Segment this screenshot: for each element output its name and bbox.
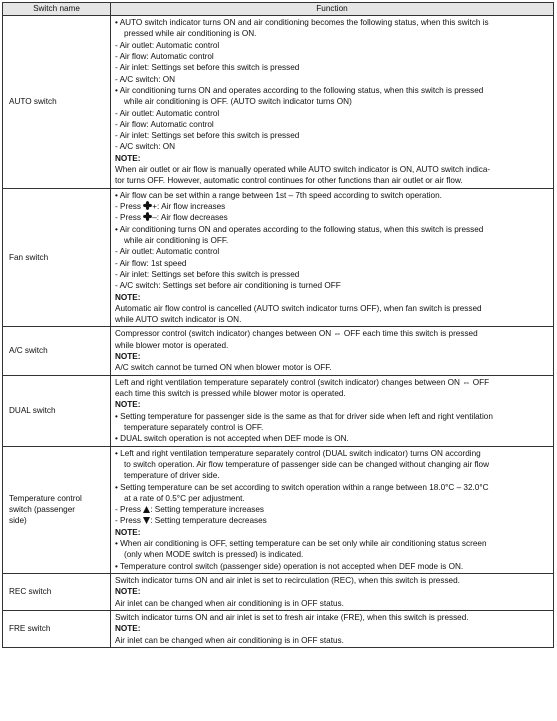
- dash-item: - Air inlet: Settings set before this switch is pressed: [115, 131, 300, 141]
- function-text: [115, 575, 549, 586]
- press-label: Press: [120, 202, 144, 211]
- line-text: AUTO switch indicator turns ON and air conditioning becomes the following status, when this switch is: [119, 18, 489, 27]
- line-text: each time this switch is pressed while blower motor is operated.: [115, 389, 346, 398]
- bullet-item: • Air conditioning turns ON and operates according to the following status, when this switch is pressed: [115, 224, 484, 234]
- line-text: A/C switch cannot be turned ON when blower motor is OFF.: [115, 363, 332, 373]
- bullet-item: • When air conditioning is OFF, setting temperature can be set only while air conditioning status screen: [115, 539, 487, 549]
- switch-name: Fan switch: [9, 252, 49, 262]
- line-text: tor turns OFF. However, automatic control continues for other functions than air outlet or air flow.: [115, 176, 463, 186]
- function-text: [115, 598, 549, 609]
- bullet-continuation: [115, 493, 549, 504]
- dash-item: - Air outlet: Automatic control: [115, 40, 220, 50]
- dash-item: - Air inlet: Settings set before this switch is pressed: [115, 269, 300, 279]
- press-label: Press: [120, 516, 144, 526]
- note-label: NOTE:: [115, 292, 141, 302]
- bullet-continuation: [115, 470, 549, 481]
- dash-item: - Press : Setting temperature increases: [115, 505, 265, 515]
- function-text: [115, 164, 549, 175]
- function-text: [115, 635, 549, 646]
- bullet-continuation: [115, 96, 549, 107]
- line-text: while air conditioning is OFF. (AUTO switch indicator turns ON): [124, 97, 352, 107]
- table-row: [3, 188, 554, 327]
- line-text: A/C switch: ON: [119, 74, 176, 84]
- line-text: A/C switch: Settings set before air conditioning is turned OFF: [119, 281, 341, 291]
- note-label: NOTE:: [115, 527, 141, 537]
- line-text: Temperature control switch (passenger side) operation is not accepted when DEF mode is ON.: [120, 561, 464, 571]
- table-row: [3, 446, 554, 573]
- switch-name: FRE switch: [9, 624, 51, 634]
- bullet-continuation: [115, 235, 549, 246]
- line-text: at a rate of 0.5°C per adjustment.: [124, 493, 245, 503]
- fan-icon: [143, 201, 152, 210]
- line-text: Air inlet: Settings set before this switch is pressed: [119, 269, 300, 279]
- line-text: Air inlet: Settings set before this switch is pressed: [119, 131, 300, 141]
- bullet-continuation: [115, 459, 549, 470]
- line-text: : Setting temperature decreases: [150, 516, 267, 526]
- line-text: Air conditioning turns ON and operates according to the following status, when this switch is pressed: [119, 85, 484, 95]
- table-row: [3, 16, 554, 189]
- table-row: [3, 610, 554, 647]
- header-function: Function: [111, 3, 554, 16]
- function-text: [115, 328, 549, 339]
- press-label: Press: [120, 213, 144, 223]
- line-text: Switch indicator turns ON and air inlet is set to recirculation (REC), when this switch is pressed.: [115, 576, 460, 585]
- line-text: When air outlet or air flow is manually operated while AUTO switch indicator is ON, AUTO switch indica-: [115, 165, 491, 175]
- note-label: NOTE:: [115, 587, 141, 597]
- switch-name: switch (passenger: [9, 505, 75, 515]
- dash-item: - Air inlet: Settings set before this switch is pressed: [115, 63, 300, 73]
- line-text: Air inlet can be changed when air conditioning is in OFF status.: [115, 635, 344, 645]
- line-text: Automatic air flow control is cancelled (AUTO switch indicator turns OFF), when fan switch is pressed: [115, 303, 482, 313]
- function-cell: [111, 188, 554, 327]
- line-text: while AUTO switch indicator is ON.: [115, 315, 242, 325]
- switch-name: Temperature control: [9, 493, 82, 503]
- line-text: Air outlet: Automatic control: [119, 247, 220, 257]
- line-text: while air conditioning is OFF.: [124, 235, 229, 245]
- switch-name: REC switch: [9, 587, 52, 597]
- table-row: [3, 574, 554, 611]
- header-switch-name: Switch name: [3, 3, 111, 16]
- bullet-item: • AUTO switch indicator turns ON and air conditioning becomes the following status, when this switch is: [115, 18, 489, 27]
- line-text: Air conditioning turns ON and operates according to the following status, when this switch is pressed: [119, 224, 484, 234]
- function-cell: [111, 610, 554, 647]
- fan-icon: [143, 212, 152, 221]
- line-text: while blower motor is operated.: [115, 340, 229, 350]
- bullet-continuation: [115, 549, 549, 560]
- dash-item: - Press : Setting temperature decreases: [115, 516, 267, 526]
- table-row: [3, 375, 554, 446]
- line-text: Left and right ventilation temperature separately control (DUAL switch indicator) turns ON according: [120, 448, 481, 458]
- dash-item: - Air flow: Automatic control: [115, 119, 214, 129]
- switch-name: A/C switch: [9, 346, 48, 356]
- line-text: Air outlet: Automatic control: [119, 40, 220, 50]
- function-cell: [111, 574, 554, 611]
- bullet-item: • Setting temperature for passenger side is the same as that for driver side when left and right ventilation: [115, 411, 493, 421]
- line-text: Setting temperature for passenger side is the same as that for driver side when left and right ventilation: [120, 411, 493, 421]
- note-label: NOTE:: [115, 352, 141, 362]
- line-text: pressed while air conditioning is ON.: [124, 29, 257, 39]
- dash-item: - Press –: Air flow decreases: [115, 213, 228, 223]
- line-text: Compressor control (switch indicator) changes between ON ⇔ OFF each time this switch is pressed: [115, 329, 478, 339]
- switch-function-table: [2, 2, 554, 648]
- function-cell: [111, 16, 554, 189]
- line-text: A/C switch: ON: [119, 142, 176, 152]
- bullet-item: • DUAL switch operation is not accepted when DEF mode is ON.: [115, 434, 349, 444]
- function-cell: [111, 327, 554, 375]
- dash-item: - Air flow: 1st speed: [115, 258, 187, 268]
- bullet-item: • Temperature control switch (passenger side) operation is not accepted when DEF mode is ON.: [115, 561, 464, 571]
- switch-name-cell: [3, 16, 111, 189]
- bullet-item: • Air conditioning turns ON and operates according to the following status, when this switch is pressed: [115, 85, 484, 95]
- note-label: NOTE:: [115, 400, 141, 410]
- table-header-row: [3, 3, 554, 16]
- dash-item: - Air outlet: Automatic control: [115, 108, 220, 118]
- function-text: [115, 314, 549, 325]
- function-text: [115, 175, 549, 186]
- function-text: [115, 362, 549, 373]
- function-text: [115, 388, 549, 399]
- dash-item: - Air flow: Automatic control: [115, 51, 214, 61]
- dash-item: - A/C switch: Settings set before air conditioning is turned OFF: [115, 281, 341, 291]
- switch-name-cell: [3, 327, 111, 375]
- line-text: Switch indicator turns ON and air inlet is set to fresh air intake (FRE), when this switch is pressed.: [115, 612, 469, 622]
- function-text: [115, 377, 549, 388]
- line-text: DUAL switch operation is not accepted when DEF mode is ON.: [120, 434, 349, 444]
- table-body: [3, 16, 554, 648]
- note-label: NOTE:: [115, 153, 141, 163]
- line-text: Air inlet: Settings set before this switch is pressed: [119, 63, 300, 73]
- bullet-continuation: [115, 28, 549, 39]
- line-text: Air flow: 1st speed: [119, 258, 187, 268]
- line-text: Setting temperature can be set according to switch operation within a range between 18.0°C – 32.0°C: [120, 482, 489, 492]
- line-text: Air flow: Automatic control: [119, 51, 214, 61]
- line-text: temperature of driver side.: [124, 471, 220, 481]
- switch-name-cell: [3, 574, 111, 611]
- press-label: Press: [120, 505, 144, 515]
- switch-name-cell: [3, 446, 111, 573]
- note-label: NOTE:: [115, 624, 141, 634]
- function-text: [115, 303, 549, 314]
- line-text: : Setting temperature increases: [150, 505, 265, 515]
- line-text: +: Air flow increases: [152, 202, 226, 211]
- dash-item: - Air outlet: Automatic control: [115, 247, 220, 257]
- line-text: When air conditioning is OFF, setting temperature can be set only while air conditioning status screen: [120, 539, 487, 549]
- line-text: –: Air flow decreases: [152, 213, 228, 223]
- switch-name-cell: [3, 375, 111, 446]
- bullet-continuation: [115, 422, 549, 433]
- dash-item: - Press +: Air flow increases: [115, 202, 226, 211]
- line-text: (only when MODE switch is pressed) is indicated.: [124, 550, 304, 560]
- bullet-item: • Setting temperature can be set according to switch operation within a range between 18.0°C – 32.0°C: [115, 482, 489, 492]
- line-text: Air flow: Automatic control: [119, 119, 214, 129]
- switch-name-cell: [3, 188, 111, 327]
- switch-name: DUAL switch: [9, 405, 56, 415]
- function-cell: [111, 446, 554, 573]
- line-text: temperature separately control is OFF.: [124, 422, 264, 432]
- switch-name: side): [9, 516, 27, 526]
- function-text: [115, 340, 549, 351]
- line-text: to switch operation. Air flow temperature of passenger side can be changed without changing air flow: [124, 459, 490, 469]
- dash-item: - A/C switch: ON: [115, 74, 176, 84]
- line-text: Left and right ventilation temperature separately control (switch indicator) changes between ON ⇔ OFF: [115, 377, 490, 387]
- switch-name-cell: [3, 610, 111, 647]
- bullet-item: • Air flow can be set within a range between 1st – 7th speed according to switch operation.: [115, 190, 442, 200]
- switch-name: AUTO switch: [9, 97, 57, 107]
- table-row: [3, 327, 554, 375]
- line-text: Air inlet can be changed when air conditioning is in OFF status.: [115, 598, 344, 608]
- dash-item: - A/C switch: ON: [115, 142, 176, 152]
- line-text: Air outlet: Automatic control: [119, 108, 220, 118]
- function-cell: [111, 375, 554, 446]
- line-text: Air flow can be set within a range between 1st – 7th speed according to switch operation.: [119, 190, 442, 200]
- bullet-item: • Left and right ventilation temperature separately control (DUAL switch indicator) turns ON according: [115, 448, 481, 458]
- function-text: [115, 612, 549, 623]
